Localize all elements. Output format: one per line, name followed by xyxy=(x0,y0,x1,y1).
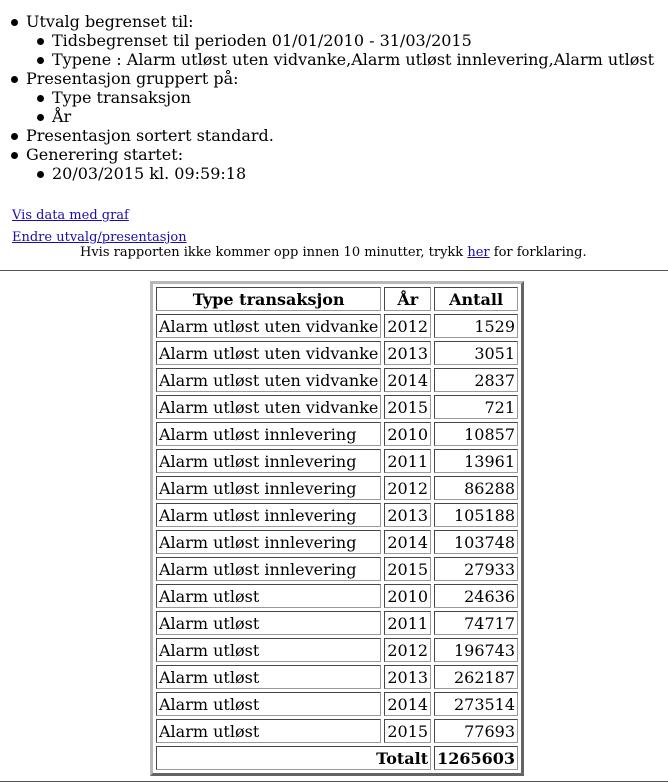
cell-count: 273514 xyxy=(434,692,518,716)
table-row xyxy=(156,530,518,554)
cell-year: 2015 xyxy=(384,557,431,581)
generation-time: 20/03/2015 kl. 09:59:18 xyxy=(26,164,668,183)
cell-year: 2015 xyxy=(384,395,431,419)
cell-count: 2837 xyxy=(434,368,518,392)
cell-count: 196743 xyxy=(434,638,518,662)
header-count: Antall xyxy=(434,287,518,311)
cell-count: 77693 xyxy=(434,719,518,743)
table-row xyxy=(156,395,518,419)
divider-top xyxy=(0,270,668,271)
cell-year: 2012 xyxy=(384,638,431,662)
header-type: Type transaksjon xyxy=(156,287,381,311)
cell-year: 2012 xyxy=(384,314,431,338)
cell-type: Alarm utløst xyxy=(156,665,381,689)
cell-year: 2013 xyxy=(384,665,431,689)
cell-type: Alarm utløst xyxy=(156,719,381,743)
report-summary xyxy=(0,12,668,183)
table-row xyxy=(156,449,518,473)
cell-year: 2015 xyxy=(384,719,431,743)
cell-type: Alarm utløst innlevering xyxy=(156,530,381,554)
table-header-row xyxy=(156,287,518,311)
cell-year: 2014 xyxy=(384,530,431,554)
cell-type: Alarm utløst xyxy=(156,638,381,662)
cell-type: Alarm utløst innlevering xyxy=(156,449,381,473)
period-item: Tidsbegrenset til perioden 01/01/2010 - 31/03/2015 xyxy=(26,31,668,50)
table-row xyxy=(156,503,518,527)
table-body xyxy=(156,314,518,743)
grouping-label: Presentasjon gruppert på: xyxy=(26,69,239,88)
cell-type: Alarm utløst innlevering xyxy=(156,557,381,581)
grouping-item: Type transaksjon xyxy=(26,88,668,107)
cell-year: 2013 xyxy=(384,341,431,365)
table-row xyxy=(156,611,518,635)
cell-count: 103748 xyxy=(434,530,518,554)
cell-type: Alarm utløst xyxy=(156,584,381,608)
table-row xyxy=(156,692,518,716)
cell-count: 10857 xyxy=(434,422,518,446)
table-row xyxy=(156,314,518,338)
cell-count: 24636 xyxy=(434,584,518,608)
generation-label: Generering startet: xyxy=(26,145,184,164)
cell-year: 2010 xyxy=(384,422,431,446)
grouping-item: År xyxy=(26,107,668,126)
cell-count: 74717 xyxy=(434,611,518,635)
grouping-list xyxy=(26,88,668,126)
cell-count: 86288 xyxy=(434,476,518,500)
table-row xyxy=(156,476,518,500)
cell-year: 2011 xyxy=(384,611,431,635)
cell-type: Alarm utløst uten vidvanke xyxy=(156,341,381,365)
show-graph-link[interactable]: Vis data med graf xyxy=(12,208,129,223)
report-table xyxy=(150,281,524,776)
summary-grouping xyxy=(0,69,668,126)
table-row xyxy=(156,422,518,446)
info-suffix: for forklaring. xyxy=(493,245,587,260)
cell-type: Alarm utløst uten vidvanke xyxy=(156,395,381,419)
total-row xyxy=(156,746,518,770)
cell-count: 721 xyxy=(434,395,518,419)
timeout-info xyxy=(80,245,587,260)
cell-year: 2010 xyxy=(384,584,431,608)
cell-type: Alarm utløst uten vidvanke xyxy=(156,314,381,338)
cell-year: 2011 xyxy=(384,449,431,473)
total-value: 1265603 xyxy=(434,746,518,770)
cell-count: 13961 xyxy=(434,449,518,473)
summary-sorting xyxy=(0,126,668,145)
change-selection-link[interactable]: Endre utvalg/presentasjon xyxy=(12,230,187,245)
table-row xyxy=(156,638,518,662)
types-item: Typene : Alarm utløst uten vidvanke,Alarm utløst innlevering,Alarm utløst xyxy=(26,50,668,69)
total-label: Totalt xyxy=(156,746,431,770)
explanation-link[interactable]: her xyxy=(467,245,490,260)
summary-generation xyxy=(0,145,668,183)
cell-year: 2013 xyxy=(384,503,431,527)
cell-year: 2014 xyxy=(384,692,431,716)
cell-count: 27933 xyxy=(434,557,518,581)
table-row xyxy=(156,557,518,581)
table-row xyxy=(156,665,518,689)
cell-type: Alarm utløst uten vidvanke xyxy=(156,368,381,392)
cell-year: 2012 xyxy=(384,476,431,500)
cell-count: 105188 xyxy=(434,503,518,527)
table-row xyxy=(156,341,518,365)
table-row xyxy=(156,368,518,392)
header-year: År xyxy=(384,287,431,311)
cell-year: 2014 xyxy=(384,368,431,392)
summary-selection xyxy=(0,12,668,69)
cell-count: 1529 xyxy=(434,314,518,338)
report-links xyxy=(12,205,187,249)
cell-type: Alarm utløst innlevering xyxy=(156,422,381,446)
cell-count: 262187 xyxy=(434,665,518,689)
divider-bottom xyxy=(0,781,668,782)
table-row xyxy=(156,584,518,608)
cell-type: Alarm utløst innlevering xyxy=(156,503,381,527)
cell-count: 3051 xyxy=(434,341,518,365)
cell-type: Alarm utløst xyxy=(156,692,381,716)
cell-type: Alarm utløst innlevering xyxy=(156,476,381,500)
cell-type: Alarm utløst xyxy=(156,611,381,635)
info-prefix: Hvis rapporten ikke kommer opp innen 10 minutter, trykk xyxy=(80,245,464,260)
generation-list xyxy=(26,164,668,183)
selection-list xyxy=(26,31,668,69)
selection-label: Utvalg begrenset til: xyxy=(26,12,194,31)
sorting-label: Presentasjon sortert standard. xyxy=(26,126,274,145)
table-row xyxy=(156,719,518,743)
